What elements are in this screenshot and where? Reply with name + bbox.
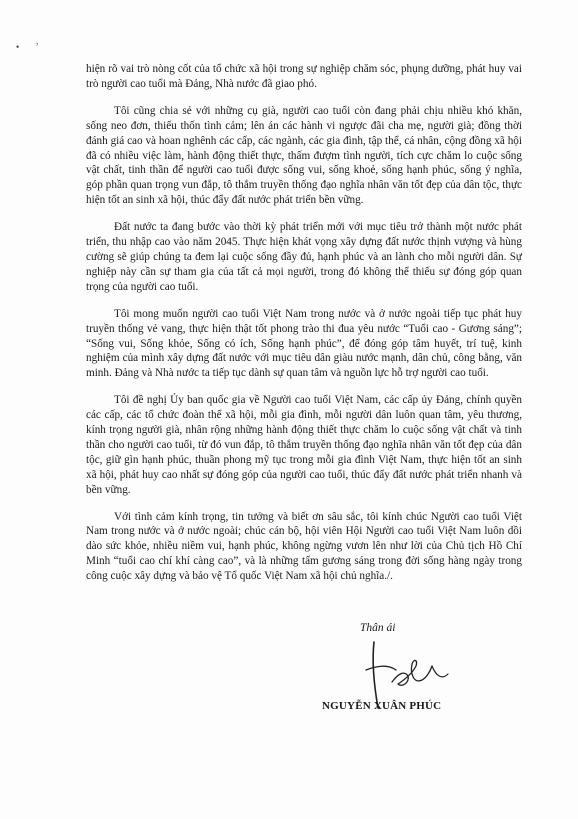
scan-speck-mark: • bbox=[16, 42, 20, 52]
paragraph: Đất nước ta đang bước vào thời kỳ phát triển mới với mục tiêu trở thành một nước phát triển, thu nhập cao vào năm 2045. Thực hiện khát vọng xây dựng đất nước thịnh vượng và hùng cường sẽ giúp chúng ta đem lại cuộc sống đầy đủ, hạnh phúc và an lành cho mỗi người dân. Sự nghiệp này cần sự tham gia của tất cả mọi người, trong đó không thể thiếu sự đóng góp quan trọng của người cao tuổi. bbox=[86, 221, 522, 293]
paragraph: Tôi đề nghị Ủy ban quốc gia về Người cao tuổi Việt Nam, các cấp ủy Đảng, chính quyền các cấp, các tổ chức đoàn thể xã hội, mỗi gia đình, mỗi người dân luôn quan tâm, yêu thương, kính trọng người già, nhân rộng những hành động thiết thực chăm lo cuộc sống vật chất và tinh thần cho người cao tuổi, từ đó vun đắp, tô thắm truyền thống đạo nghĩa nhân văn tốt đẹp của dân tộc, giữ gìn hạnh phúc, thuần phong mỹ tục trong mỗi gia đình Việt Nam, thực hiện tốt an sinh xã hội, phát huy cao nhất sự đóng góp của người cao tuổi, thúc đẩy đất nước phát triển nhanh và bền vững. bbox=[86, 394, 522, 496]
scan-speck-mark: , bbox=[36, 36, 39, 46]
paragraph-closing-wishes: Với tình cảm kính trọng, tin tưởng và biết ơn sâu sắc, tôi kính chúc Người cao tuổi Việt Nam trong nước và ở nước ngoài; chúc cán bộ, hội viên Hội Người cao tuổi Việt Nam luôn dồi dào sức khỏe, nhiều niềm vui, hạnh phúc, không ngừng vươn lên như lời của Chủ tịch Hồ Chí Minh “tuổi cao chí khí càng cao”, và là những tấm gương sáng trong đời sống hàng ngày trong công cuộc xây dựng và bảo vệ Tổ quốc Việt Nam xã hội chủ nghĩa./. bbox=[86, 510, 522, 583]
closing-salutation: Thân ái bbox=[360, 622, 396, 634]
paragraph: Tôi cũng chia sẻ với những cụ già, người cao tuổi còn đang phải chịu nhiều khó khăn, sống neo đơn, thiếu thốn tình cảm; lên án các hành vi ngược đãi cha mẹ, người già; đồng thời đánh giá cao và hoan nghênh các cấp, các ngành, các gia đình, tập thể, cá nhân, cộng đồng xã hội đã có nhiều việc làm, hành động thiết thực, thấm đượm tình người, tích cực chăm lo cuộc sống vật chất, tinh thần để người cao tuổi được sống vui, sống khoẻ, sống hạnh phúc, sống ý nghĩa, góp phần quan trọng vun đắp, tô thắm truyền thống đạo nghĩa nhân văn tốt đẹp của dân tộc, thực hiện tốt an sinh xã hội, thúc đẩy đất nước phát triển bền vững. bbox=[86, 104, 522, 207]
paragraph-continuation: hiện rõ vai trò nòng cốt của tổ chức xã hội trong sự nghiệp chăm sóc, phụng dưỡng, phát huy vai trò người cao tuổi mà Đảng, Nhà nước đã giao phó. bbox=[86, 63, 522, 90]
letter-body bbox=[86, 62, 522, 596]
signer-name: NGUYỄN XUÂN PHÚC bbox=[322, 700, 442, 712]
paragraph: Tôi mong muốn người cao tuổi Việt Nam trong nước và ở nước ngoài tiếp tục phát huy truyền thống vẻ vang, thực hiện thật tốt phong trào thi đua yêu nước “Tuổi cao - Gương sáng”; “Sống vui, Sống khỏe, Sống có ích, Sống hạnh phúc”, để đóng góp tâm huyết, trí tuệ, kinh nghiệm của mình xây dựng đất nước với mục tiêu dân giàu nước mạnh, dân chủ, công bằng, văn minh. Đảng và Nhà nước ta tiếp tục dành sự quan tâm và nguồn lực hỗ trợ người cao tuổi. bbox=[86, 307, 522, 380]
